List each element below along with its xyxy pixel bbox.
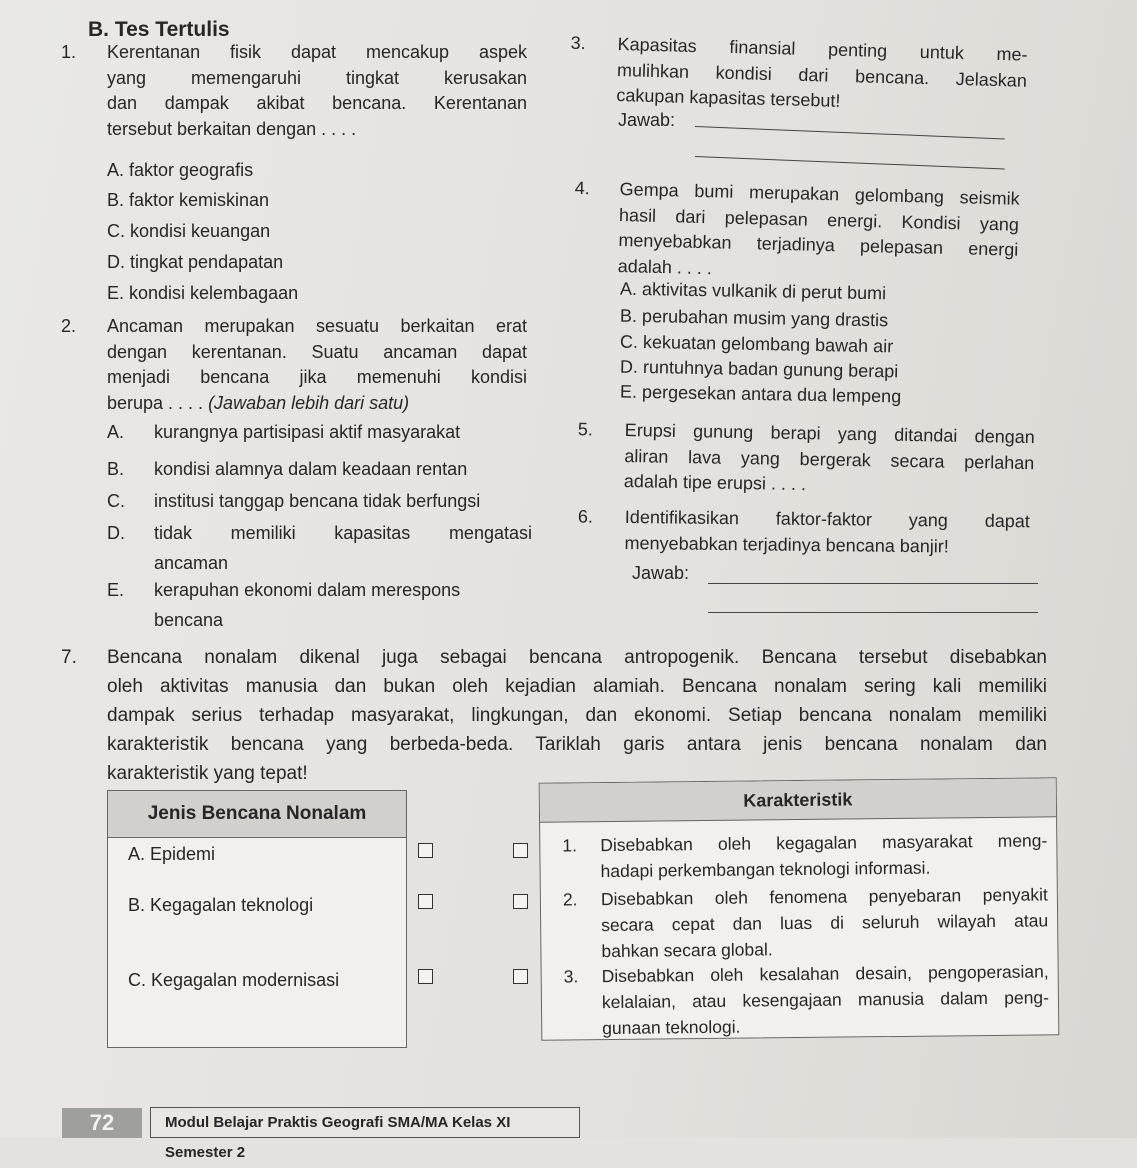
- karakteristik-1-line-2: hadapi perkembangan teknologi informasi.: [600, 857, 931, 882]
- q6-answer-label: Jawab:: [632, 563, 690, 583]
- question-1-line-4: tersebut berkaitan dengan . . . .: [107, 118, 357, 139]
- question-5-line-1: Erupsi gunung berapi yang ditandai dengan: [624, 419, 1035, 448]
- karakteristik-3-line-1: Disebabkan oleh kesalahan desain, pengoperasian,: [601, 961, 1049, 987]
- q4-option-d[interactable]: D. runtuhnya badan gunung berapi: [619, 356, 899, 382]
- question-6-line-1: Identifikasikan faktor-faktor yang dapat: [624, 506, 1030, 532]
- q2-option-c-label: C.: [107, 491, 125, 511]
- question-3-line-1: Kapasitas finansial penting untuk me-: [617, 33, 1028, 65]
- match-box-right-2[interactable]: [513, 894, 528, 909]
- match-box-left-a[interactable]: [418, 843, 433, 858]
- q4-option-b[interactable]: B. perubahan musim yang drastis: [619, 305, 889, 331]
- question-7-line-5: karakteristik yang tepat!: [107, 763, 308, 784]
- question-5-line-2: aliran lava yang bergerak secara perlahan: [624, 445, 1035, 473]
- q2-option-d-text-2: ancaman: [154, 553, 229, 573]
- q2-option-e-text-2: bencana: [154, 610, 224, 630]
- karakteristik-3-label: 3.: [563, 966, 579, 987]
- question-2-line-3: menjadi bencana jika memenuhi kondisi: [107, 367, 527, 387]
- question-7-line-4: karakteristik bencana yang berbeda-beda. Tariklah garis antara jenis bencana nonalam dan: [107, 734, 1047, 755]
- question-5-line-3: adalah tipe erupsi . . . .: [623, 470, 807, 495]
- q4-option-e[interactable]: E. pergesekan antara dua lempeng: [619, 381, 902, 407]
- question-5: [577, 418, 1035, 502]
- section-title: B. Tes Tertulis: [88, 18, 230, 41]
- question-7-line-1: Bencana nonalam dikenal juga sebagai bencana antropogenik. Bencana tersebut disebabkan: [107, 647, 1047, 668]
- question-6-number: 6.: [577, 506, 593, 527]
- question-2-number: 2.: [61, 316, 77, 336]
- q6-answer-line-1[interactable]: [708, 583, 1038, 584]
- question-3-line-2: mulihkan kondisi dari bencana. Jelaskan: [616, 59, 1028, 91]
- q1-option-c[interactable]: C. kondisi keuangan: [107, 221, 271, 241]
- question-7-line-2: oleh aktivitas manusia dan bukan oleh kejadian alamiah. Bencana nonalam sering kali memiliki: [107, 676, 1047, 697]
- q2-option-d-label: D.: [107, 523, 125, 543]
- q1-option-d[interactable]: D. tingkat pendapatan: [107, 252, 284, 272]
- book-title: Modul Belajar Praktis Geografi SMA/MA Kelas XI Semester 2: [150, 1107, 580, 1138]
- question-3: [570, 32, 1028, 119]
- question-2-line-1: Ancaman merupakan sesuatu berkaitan erat: [107, 316, 527, 336]
- q2-option-e[interactable]: [107, 580, 532, 630]
- q3-answer-line-2[interactable]: [695, 156, 1005, 169]
- question-1-number: 1.: [61, 42, 77, 62]
- question-3-line-3: cakupan kapasitas tersebut!: [616, 84, 841, 111]
- karakteristik-header: Karakteristik: [540, 778, 1056, 822]
- karakteristik-table: [539, 777, 1060, 1040]
- karakteristik-item-3: [564, 958, 1050, 1041]
- question-5-number: 5.: [577, 419, 593, 440]
- match-box-left-b[interactable]: [418, 894, 433, 909]
- question-2-line-2: dengan kerentanan. Suatu ancaman dapat: [107, 341, 527, 362]
- q2-option-a-label: A.: [107, 422, 125, 442]
- match-box-right-1[interactable]: [513, 843, 528, 858]
- q1-option-e[interactable]: E. kondisi kelembagaan: [107, 283, 299, 303]
- question-4-number: 4.: [574, 177, 590, 199]
- karakteristik-3-line-2: kelalaian, atau kesengajaan manusia dalam peng-: [601, 987, 1050, 1013]
- question-4-line-2: hasil dari pelepasan energi. Kondisi yang: [618, 204, 1020, 235]
- question-4: [574, 177, 1020, 289]
- q4-option-c[interactable]: C. kekuatan gelombang bawah air: [619, 331, 894, 357]
- question-7-line-3: dampak serius terhadap masyarakat, lingkungan, dan ekonomi. Setiap bencana nonalam memiliki: [107, 705, 1047, 726]
- jenis-bencana-table: [107, 790, 407, 1048]
- question-4-line-3: menyebabkan terjadinya pelepasan energi: [618, 229, 1019, 260]
- q2-option-a-text: kurangnya partisipasi aktif masyarakat: [154, 422, 461, 442]
- q2-option-c-text: institusi tanggap bencana tidak berfungsi: [154, 491, 481, 511]
- q3-answer-line-1[interactable]: [695, 126, 1005, 139]
- question-2-line-4: berupa . . . . (Jawaban lebih dari satu): [107, 392, 410, 413]
- karakteristik-2-label: 2.: [562, 889, 578, 910]
- q1-option-a[interactable]: A. faktor geografis: [107, 160, 254, 180]
- question-7-number: 7.: [61, 647, 77, 668]
- question-7: [61, 643, 1047, 788]
- question-1-line-2: yang memengaruhi tingkat kerusakan: [107, 67, 527, 88]
- q6-answer-line-2[interactable]: [708, 612, 1038, 613]
- karakteristik-3-line-3: gunaan teknologi.: [602, 1016, 741, 1039]
- page-number: 72: [62, 1108, 142, 1138]
- question-2: [61, 314, 527, 416]
- karakteristik-1-label: 1.: [562, 835, 578, 856]
- question-4-line-1: Gempa bumi merupakan gelombang seismik: [619, 178, 1020, 209]
- q2-option-c[interactable]: [107, 491, 481, 512]
- q2-option-b[interactable]: [107, 459, 468, 480]
- q2-option-b-text: kondisi alamnya dalam keadaan rentan: [154, 459, 468, 479]
- question-1: [61, 40, 527, 142]
- question-1-line-1: Kerentanan fisik dapat mencakup aspek: [107, 42, 527, 62]
- karakteristik-item-1: [562, 827, 1048, 884]
- match-box-left-c[interactable]: [418, 969, 433, 984]
- question-4-line-4: adalah . . . .: [617, 255, 713, 278]
- jenis-item-b: B. Kegagalan teknologi: [128, 895, 314, 915]
- karakteristik-1-line-1: Disebabkan oleh kegagalan masyarakat meng-: [600, 830, 1048, 856]
- q2-option-e-text-1: kerapuhan ekonomi dalam merespons: [154, 580, 461, 600]
- karakteristik-2-line-1: Disebabkan oleh fenomena penyebaran penyakit: [600, 884, 1048, 910]
- question-3-number: 3.: [570, 32, 586, 54]
- question-6-line-2: menyebabkan terjadinya bencana banjir!: [624, 532, 949, 556]
- karakteristik-2-line-3: bahkan secara global.: [601, 939, 773, 962]
- jenis-bencana-header: Jenis Bencana Nonalam: [108, 791, 406, 838]
- match-box-right-3[interactable]: [513, 969, 528, 984]
- q3-answer-label: Jawab:: [618, 110, 676, 130]
- q2-option-e-label: E.: [107, 580, 125, 600]
- q2-option-d[interactable]: [107, 523, 532, 573]
- question-6: [577, 505, 1030, 560]
- q2-option-b-label: B.: [107, 459, 125, 479]
- q2-option-d-text-1: tidak memiliki kapasitas mengatasi: [154, 523, 532, 543]
- jenis-item-a: A. Epidemi: [128, 844, 216, 864]
- q4-option-a[interactable]: A. aktivitas vulkanik di perut bumi: [619, 278, 887, 304]
- question-1-line-3: dan dampak akibat bencana. Kerentanan: [107, 93, 527, 113]
- karakteristik-item-2: [563, 881, 1049, 964]
- karakteristik-2-line-2: secara cepat dan luas di seluruh wilayah atau: [601, 910, 1049, 936]
- jenis-item-c: C. Kegagalan modernisasi: [128, 970, 340, 990]
- q2-option-a[interactable]: [107, 422, 461, 443]
- q1-option-b[interactable]: B. faktor kemiskinan: [107, 190, 270, 210]
